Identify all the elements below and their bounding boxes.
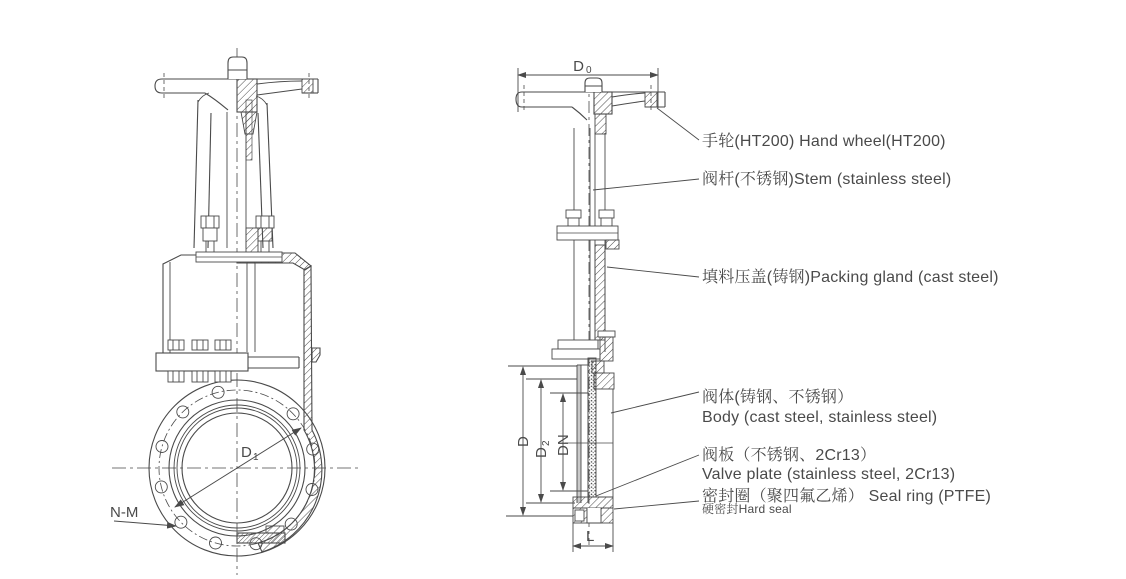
dim-d0-label: D: [573, 58, 584, 75]
dim-nm-label: N-M: [110, 504, 139, 521]
dim-dn-label: DN: [555, 434, 572, 456]
label-hard-seal: 硬密封Hard seal: [702, 502, 792, 516]
leader-seal-ring: [614, 501, 699, 509]
gate-flange-bar: [156, 340, 299, 382]
label-body-zh: 阀体(铸钢、不锈钢）: [702, 389, 854, 406]
yoke-flange-side: [552, 331, 615, 373]
dim-d1-label: D: [241, 444, 252, 461]
hand-wheel-front: [155, 57, 318, 134]
dim-d-label: D: [515, 436, 532, 447]
stem-cap-front: [228, 57, 247, 79]
packing-gland-section: [595, 245, 605, 340]
gland-bolts: [196, 216, 282, 262]
seat-ring-section: [237, 533, 285, 543]
dim-d0-sub: 0: [586, 65, 592, 76]
label-body-en: Body (cast steel, stainless steel): [702, 409, 938, 426]
seal-ring-side: [573, 497, 613, 508]
dim-d2-label: D: [533, 447, 550, 458]
valve-plate-section: [588, 358, 596, 497]
label-body: [702, 388, 937, 428]
wall-flange-tab: [312, 348, 320, 362]
label-hand-wheel: 手轮(HT200) Hand wheel(HT200): [702, 133, 946, 150]
leader-valve-plate: [596, 455, 699, 496]
label-valve-plate-zh: 阀板（不锈钢、2Cr13）: [702, 447, 877, 464]
leader-packing-gland: [607, 267, 699, 277]
stem-bracket: [557, 210, 619, 249]
label-stem: 阀杆(不锈钢)Stem (stainless steel): [702, 171, 952, 188]
dim-d1: [175, 428, 301, 507]
label-seal-ring: 密封圈（聚四氟乙烯） Seal ring (PTFE): [702, 488, 991, 505]
front-centerlines: [112, 48, 362, 575]
label-valve-plate-en: Valve plate (stainless steel, 2Cr13): [702, 466, 956, 483]
side-view: [506, 68, 699, 552]
hand-wheel-side: [516, 78, 665, 134]
dim-l-label: L: [586, 528, 595, 545]
front-view: [112, 48, 362, 575]
leader-lines: [593, 108, 699, 509]
label-packing-gland: 填料压盖(铸钢)Packing gland (cast steel): [702, 269, 999, 286]
leader-hand-wheel: [657, 108, 699, 140]
dim-d1-sub: 1: [253, 452, 259, 463]
stem-cap-side: [585, 78, 602, 92]
body-side: [565, 358, 614, 523]
dim-d2-sub: 2: [541, 440, 552, 446]
label-valve-plate: [702, 446, 955, 484]
leader-stem: [593, 179, 699, 190]
leader-body: [611, 392, 699, 413]
